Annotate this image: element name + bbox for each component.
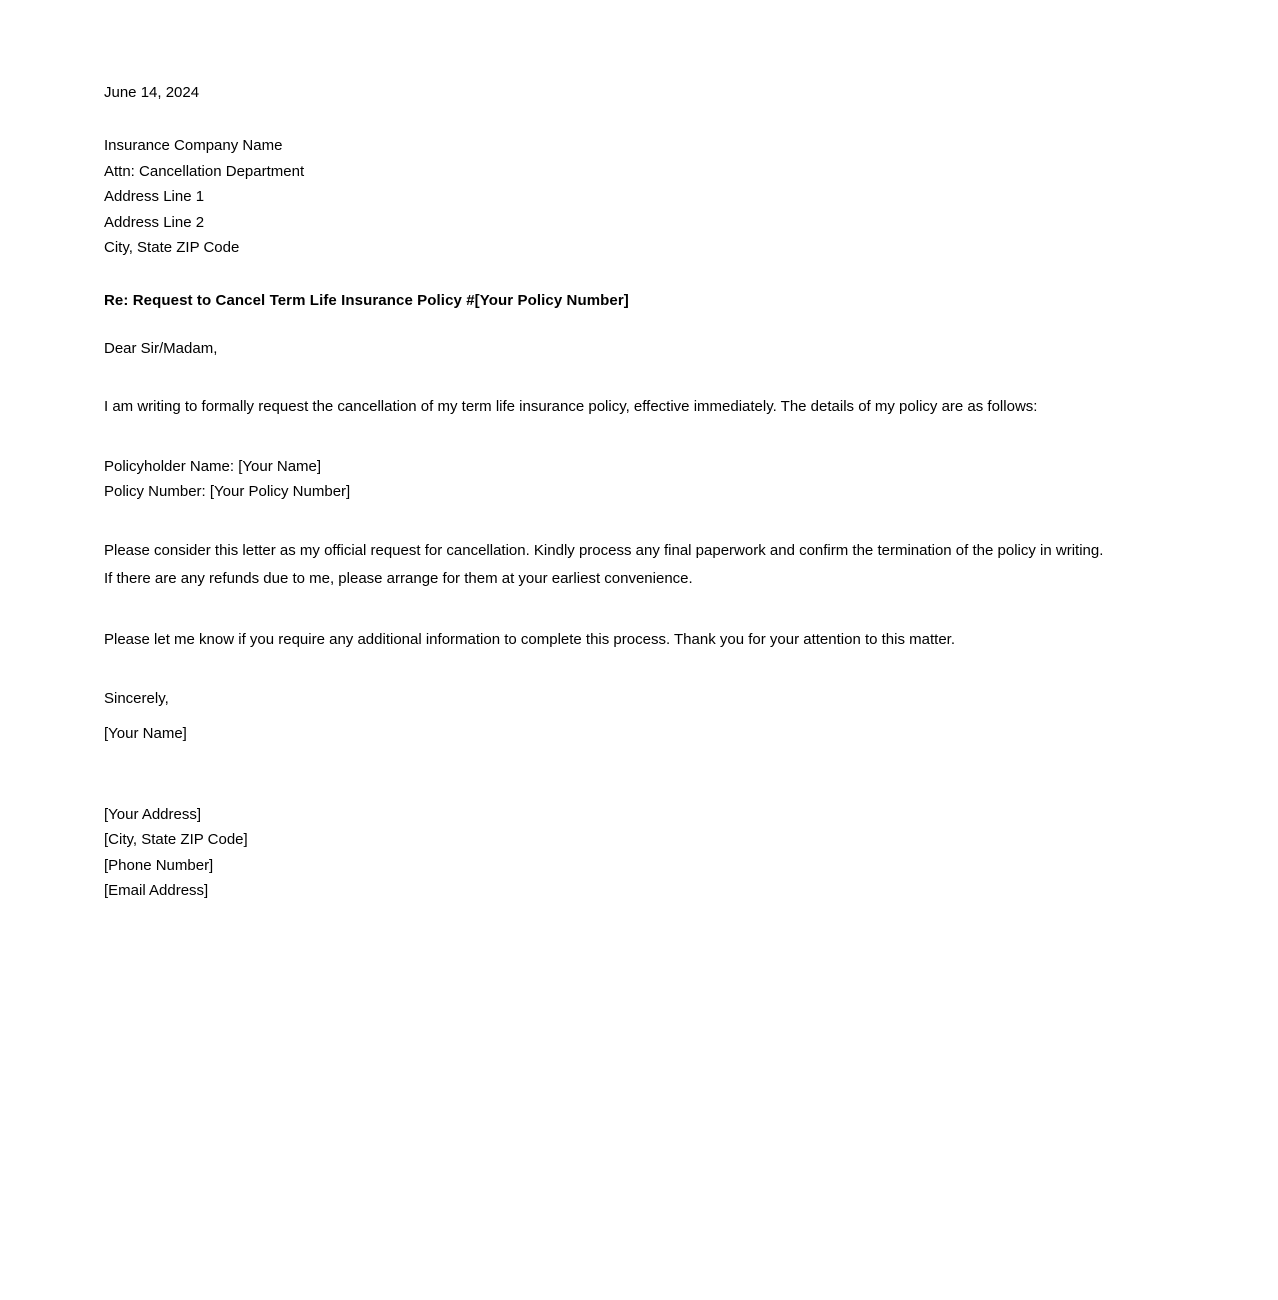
spacer-after-salutation — [104, 361, 1184, 393]
recipient-address-block — [104, 133, 1184, 260]
signature-name: [Your Name] — [104, 725, 187, 743]
sender-address-line: [Your Address] — [104, 805, 202, 823]
policy-details-block — [104, 454, 1184, 505]
spacer-after-date — [104, 105, 1184, 133]
request-paragraph-line-1: Please consider this letter as my official request for cancellation. Kindly process any final paperwork and confirm the termination of the policy in writing. — [104, 541, 1104, 559]
spacer-signature-inner — [104, 711, 1184, 721]
recipient-address-line-2: Address Line 2 — [104, 213, 205, 231]
recipient-city-state-zip: City, State ZIP Code — [104, 239, 240, 257]
subject-block — [104, 288, 1184, 313]
sender-email-address: [Email Address] — [104, 882, 209, 900]
sender-phone-number: [Phone Number] — [104, 856, 214, 874]
intro-paragraph: I am writing to formally request the cancellation of my term life insurance policy, effective immediately. The details of my policy are as follows: — [104, 398, 1038, 416]
date-block — [104, 80, 1184, 105]
signature-block — [104, 686, 1184, 747]
letter-date: June 14, 2024 — [104, 84, 200, 101]
spacer-after-subject — [104, 314, 1184, 336]
spacer-after-closing-paragraph — [104, 654, 1184, 686]
salutation: Dear Sir/Madam, — [104, 339, 218, 357]
spacer-after-request — [104, 594, 1184, 626]
sender-city-state-zip: [City, State ZIP Code] — [104, 831, 248, 849]
closing-paragraph: Please let me know if you require any additional information to complete this process. Thank you for your attention to this matter. — [104, 630, 956, 648]
spacer-after-policy-details — [104, 505, 1184, 537]
policyholder-name-line: Policyholder Name: [Your Name] — [104, 457, 322, 475]
request-paragraph-block — [104, 537, 1184, 594]
policy-number-line: Policy Number: [Your Policy Number] — [104, 483, 351, 501]
spacer-after-recipient — [104, 260, 1184, 288]
salutation-block — [104, 336, 1184, 361]
closing-paragraph-block — [104, 626, 1184, 655]
signature-closing: Sincerely, — [104, 690, 169, 708]
sender-contact-block — [104, 802, 1184, 904]
recipient-company-name: Insurance Company Name — [104, 137, 283, 155]
spacer-after-intro — [104, 422, 1184, 454]
subject-line: Re: Request to Cancel Term Life Insurance Policy #[Your Policy Number] — [104, 292, 629, 310]
recipient-attention-line: Attn: Cancellation Department — [104, 162, 305, 180]
recipient-address-line-1: Address Line 1 — [104, 188, 205, 206]
spacer-before-sender-contact — [104, 747, 1184, 802]
intro-paragraph-block — [104, 393, 1184, 422]
request-paragraph-line-2: If there are any refunds due to me, please arrange for them at your earliest convenience. — [104, 570, 693, 588]
letter-body — [104, 80, 1184, 904]
